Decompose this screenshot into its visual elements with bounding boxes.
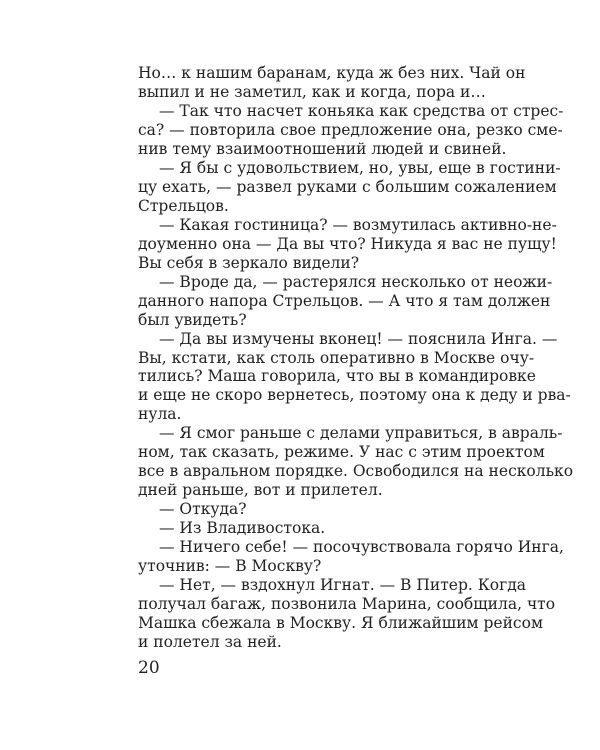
text-line: Вы себя в зеркало видели?	[138, 253, 360, 272]
text-line: — Так что насчет коньяка как средства от стрес-	[159, 101, 564, 120]
text-line: нив тему взаимоотношений людей и свиней.	[138, 139, 507, 158]
text-line: — Вроде да, — растерялся несколько от неожи-	[159, 272, 553, 291]
text-line: данного напора Стрельцов. — А что я там должен	[138, 291, 551, 310]
text-line: — Я бы с удовольствием, но, увы, еще в гостини-	[159, 158, 561, 177]
text-line: выпил и не заметил, как и когда, пора и…	[138, 82, 486, 101]
text-line: тились? Маша говорила, что вы в командировке	[138, 367, 536, 386]
text-line: Вы, кстати, как столь оперативно в Москве очу-	[138, 348, 535, 367]
text-line: уточнив: — В Москву?	[138, 557, 322, 576]
page-number: 20	[138, 658, 160, 678]
text-line: — Из Владивостока.	[159, 519, 326, 538]
text-line: дней раньше, вот и прилетел.	[138, 481, 383, 500]
text-line: — Нет, — вздохнул Игнат. — В Питер. Когда	[159, 576, 526, 595]
text-line: — Откуда?	[159, 500, 247, 519]
text-line: са? — повторила свое предложение она, резко сме-	[138, 120, 563, 139]
text-line: — Я смог раньше с делами управиться, в авраль-	[159, 424, 563, 443]
text-line: и еще не скоро вернетесь, поэтому она к деду и рва-	[138, 386, 571, 405]
text-line: был увидеть?	[138, 310, 247, 329]
text-line: — Да вы измучены вконец! — пояснила Инга. —	[159, 329, 558, 348]
text-line: доуменно она — Да вы что? Никуда я вас не пущу!	[138, 234, 557, 253]
text-line: Машка сбежала в Москву. Я ближайшим рейсом	[138, 614, 544, 633]
text-line: все в авральном порядке. Освободился на несколько	[138, 462, 574, 481]
text-line: — Ничего себе! — посочувствовала горячо Инга,	[159, 538, 564, 557]
text-line: и полетел за ней.	[138, 633, 282, 652]
text-line: нула.	[138, 405, 182, 424]
text-line: цу ехать, — развел руками с большим сожалением	[138, 177, 557, 196]
text-line: Но… к нашим баранам, куда ж без них. Чай он	[138, 64, 526, 82]
text-line: ном, так сказать, режиме. У нас с этим проектом	[138, 443, 545, 462]
text-line: — Какая гостиница? — возмутилась активно-не-	[159, 215, 557, 234]
text-line: Стрельцов.	[138, 196, 229, 215]
text-line: получал багаж, позвонила Марина, сообщила, что	[138, 595, 556, 614]
